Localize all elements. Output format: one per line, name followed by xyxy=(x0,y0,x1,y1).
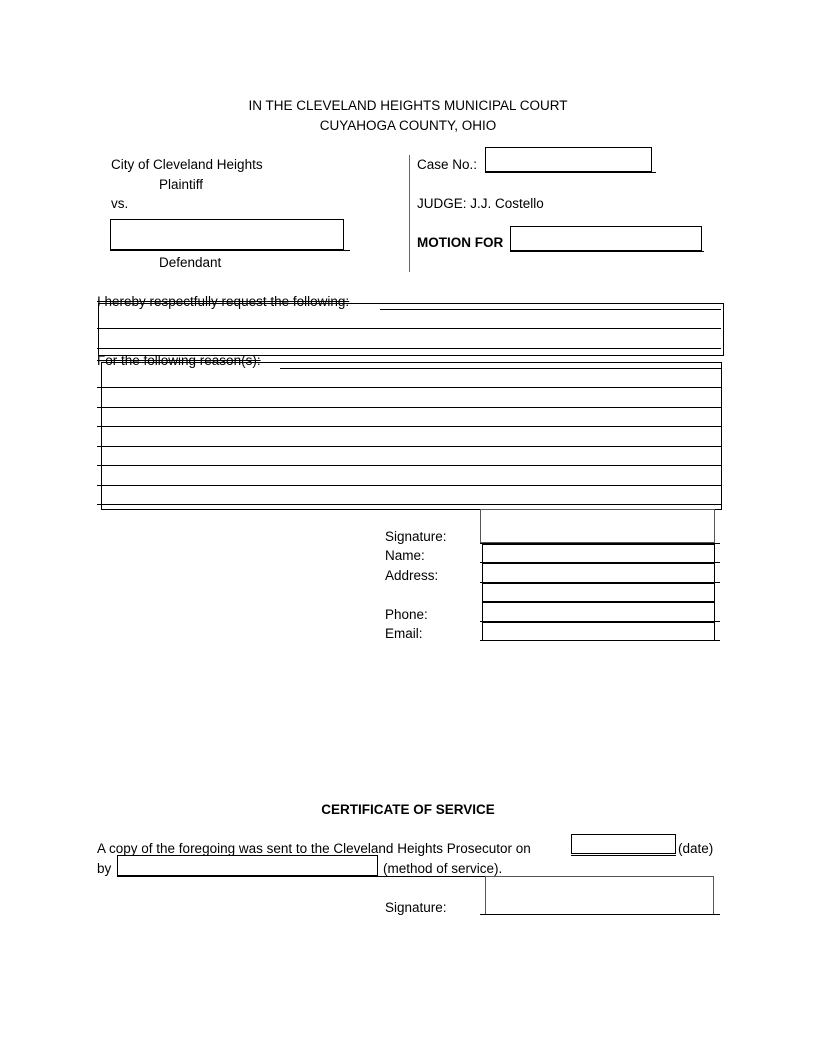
sig-underline-2 xyxy=(480,562,720,563)
address-line-1-field[interactable] xyxy=(482,563,715,583)
name-label: Name: xyxy=(385,548,425,563)
certificate-signature-label: Signature: xyxy=(385,900,447,915)
by-label: by xyxy=(97,861,112,876)
signature-label: Signature: xyxy=(385,529,447,544)
sig-underline-4 xyxy=(480,621,720,622)
case-no-field[interactable] xyxy=(485,147,652,172)
email-label: Email: xyxy=(385,626,423,641)
sig-underline-3 xyxy=(480,582,720,583)
county-name: CUYAHOGA COUNTY, OHIO xyxy=(319,118,497,133)
email-field[interactable] xyxy=(482,622,715,641)
defendant-name-field[interactable] xyxy=(110,219,344,250)
request-field[interactable] xyxy=(98,303,724,356)
phone-field[interactable] xyxy=(482,602,715,622)
plaintiff-label: Plaintiff xyxy=(159,177,204,192)
vs-label: vs. xyxy=(111,196,129,211)
reasons-label: For the following reason(s): xyxy=(97,353,261,368)
certificate-signature-underline xyxy=(480,914,720,915)
date-suffix: (date) xyxy=(678,841,714,856)
sig-underline-1 xyxy=(480,543,720,544)
motion-for-label: MOTION FOR xyxy=(417,235,504,250)
motion-for-underline xyxy=(510,251,704,252)
service-date-underline xyxy=(571,855,676,856)
address-line-2-field[interactable] xyxy=(482,583,715,602)
defendant-label: Defendant xyxy=(159,255,222,270)
caption-divider xyxy=(409,155,410,272)
service-date-field[interactable] xyxy=(571,834,676,854)
signature-box[interactable] xyxy=(480,509,715,543)
case-no-underline xyxy=(485,172,656,173)
sig-underline-5 xyxy=(480,640,720,641)
address-label: Address: xyxy=(385,568,439,583)
reasons-field[interactable] xyxy=(101,362,722,510)
judge-name: JUDGE: J.J. Costello xyxy=(417,196,544,211)
case-no-label: Case No.: xyxy=(417,157,478,172)
plaintiff-name: City of Cleveland Heights xyxy=(111,157,263,172)
service-method-field[interactable] xyxy=(117,855,378,876)
motion-for-field[interactable] xyxy=(510,226,702,251)
court-name: IN THE CLEVELAND HEIGHTS MUNICIPAL COURT xyxy=(248,98,568,113)
certificate-title: CERTIFICATE OF SERVICE xyxy=(321,802,495,817)
method-suffix: (method of service). xyxy=(383,861,503,876)
phone-label: Phone: xyxy=(385,607,428,622)
certificate-sentence: A copy of the foregoing was sent to the Cleveland Heights Prosecutor on xyxy=(97,841,531,856)
defendant-underline xyxy=(110,250,350,251)
request-label: I hereby respectfully request the following: xyxy=(97,294,350,309)
name-field[interactable] xyxy=(482,544,715,563)
certificate-signature-box[interactable] xyxy=(485,876,714,915)
